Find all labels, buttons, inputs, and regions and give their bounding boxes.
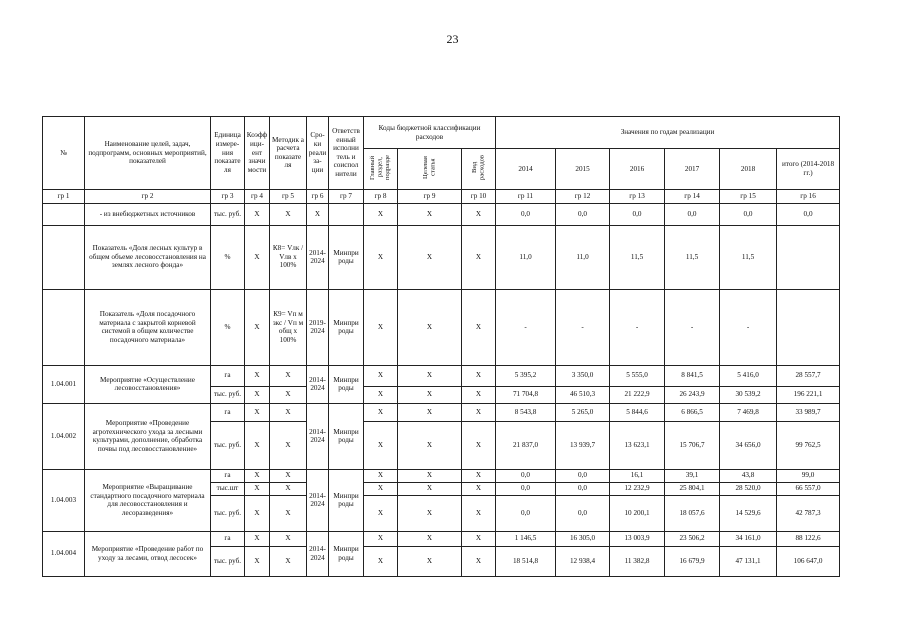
cell-total: 99 762,5 [777,421,840,469]
col-number: гр 5 [270,189,307,203]
cell-x: Х [364,203,398,225]
header-years-title: Значения по годам реализации [496,117,840,149]
cell-x: Х [364,495,398,531]
cell-value: 23 506,2 [665,531,720,546]
cell-term: 2014-2024 [307,531,329,576]
cell-responsible [329,203,364,225]
cell-total: 33 989,7 [777,403,840,421]
cell-value: 1 146,5 [496,531,556,546]
cell-responsible: Минпри роды [329,469,364,531]
cell-x: Х [398,482,462,495]
header-unit: Единица измере- ния показате ля [211,117,245,190]
header-year-2014: 2014 [496,149,556,190]
cell-value: 6 866,5 [665,403,720,421]
cell-value: - [610,289,665,365]
page-number: 23 [446,32,459,46]
cell-x: Х [270,482,307,495]
cell-code [43,225,85,289]
cell-total: 99,0 [777,469,840,482]
cell-x: Х [462,289,496,365]
cell-value: 11,0 [556,225,610,289]
cell-responsible: Минпри роды [329,403,364,469]
header-name: Наименование целей, задач, подпрограмм, основных мероприятий, показателей [85,117,211,190]
cell-unit: тыс.шт [211,482,245,495]
cell-term: 2014-2024 [307,225,329,289]
cell-x: Х [398,421,462,469]
cell-value: 25 804,1 [665,482,720,495]
cell-value: 13 003,9 [610,531,665,546]
cell-value: 0,0 [610,203,665,225]
cell-unit: тыс. руб. [211,203,245,225]
cell-x: Х [398,386,462,403]
header-term: Сро- ки реали за- ции [307,117,329,190]
cell-unit: % [211,225,245,289]
cell-unit: % [211,289,245,365]
cell-x: Х [398,531,462,546]
cell-x: Х [364,546,398,576]
table-row-m002-a [43,403,840,421]
cell-responsible: Минпри роды [329,531,364,576]
cell-x: Х [245,365,270,386]
cell-method: К8= Vлк / Vлв х 100% [270,225,307,289]
cell-unit: га [211,403,245,421]
cell-unit: га [211,531,245,546]
cell-unit: тыс. руб. [211,546,245,576]
cell-value: 16 679,9 [665,546,720,576]
cell-x: Х [245,386,270,403]
cell-value: - [720,289,777,365]
cell-value: 10 200,1 [610,495,665,531]
cell-value: 16,1 [610,469,665,482]
cell-value: 26 243,9 [665,386,720,403]
cell-value: 43,8 [720,469,777,482]
table-row-indicator-2 [43,289,840,365]
cell-coef: Х [245,289,270,365]
cell-value: 0,0 [556,482,610,495]
cell-value: 15 706,7 [665,421,720,469]
col-number: гр 14 [665,189,720,203]
cell-x: Х [462,421,496,469]
col-number: гр 11 [496,189,556,203]
cell-value: 11 382,8 [610,546,665,576]
cell-responsible: Минпри роды [329,289,364,365]
cell-code [43,289,85,365]
cell-x: Х [398,546,462,576]
cell-value: 18 057,6 [665,495,720,531]
cell-code: 1.04.003 [43,469,85,531]
cell-value: 28 520,0 [720,482,777,495]
cell-x: Х [364,289,398,365]
table-row-m001-a [43,365,840,386]
cell-x: Х [270,546,307,576]
cell-x: Х [398,403,462,421]
header-year-2017: 2017 [665,149,720,190]
cell-coef: Х [245,225,270,289]
cell-value: 71 704,8 [496,386,556,403]
cell-value: - [665,289,720,365]
cell-total: 88 122,6 [777,531,840,546]
cell-code: 1.04.002 [43,403,85,469]
cell-value: 3 350,0 [556,365,610,386]
cell-x: Х [245,495,270,531]
cell-value: 30 539,2 [720,386,777,403]
cell-unit: тыс. руб. [211,495,245,531]
col-number: гр 16 [777,189,840,203]
cell-value: 5 265,0 [556,403,610,421]
cell-responsible: Минпри роды [329,365,364,403]
cell-method: К9= Vп м зкс / Vп м общ х 100% [270,289,307,365]
header-year-2015: 2015 [556,149,610,190]
cell-unit: га [211,469,245,482]
col-number: гр 12 [556,189,610,203]
header-num: № [43,117,85,190]
cell-value: 5 416,0 [720,365,777,386]
cell-x: Х [462,469,496,482]
cell-value: 11,5 [665,225,720,289]
col-number: гр 6 [307,189,329,203]
cell-value: 39,1 [665,469,720,482]
cell-x: Х [245,421,270,469]
header-coef: Коэфф ици- ент значи мости [245,117,270,190]
cell-x: Х [462,225,496,289]
cell-x: Х [270,203,307,225]
header-responsible: Ответств енный исполни тель и соиспол нители [329,117,364,190]
cell-value: 0,0 [720,203,777,225]
cell-term: 2014-2024 [307,403,329,469]
cell-x: Х [364,421,398,469]
cell-x: Х [364,386,398,403]
cell-x: Х [364,469,398,482]
cell-x: Х [462,203,496,225]
cell-value: 21 837,0 [496,421,556,469]
cell-value: 21 222,9 [610,386,665,403]
cell-x: Х [245,403,270,421]
column-number-row [43,189,840,203]
cell-x: Х [245,531,270,546]
cell-value: 8 543,8 [496,403,556,421]
cell-x: Х [364,531,398,546]
cell-x: Х [270,365,307,386]
cell-x: Х [270,495,307,531]
cell-total [777,225,840,289]
header-code-type: Вид расходов [462,149,496,190]
cell-x: Х [462,495,496,531]
table-row-extrabudget [43,203,840,225]
cell-value: 0,0 [556,203,610,225]
cell-total: 196 221,1 [777,386,840,403]
cell-total [777,289,840,365]
cell-value: 0,0 [665,203,720,225]
header-code-target: Целевая статья [398,149,462,190]
cell-x: Х [270,386,307,403]
cell-value: 13 939,7 [556,421,610,469]
cell-x: Х [270,531,307,546]
cell-value: 0,0 [496,482,556,495]
cell-value: 5 395,2 [496,365,556,386]
cell-x: Х [364,403,398,421]
col-number: гр 2 [85,189,211,203]
cell-x: Х [307,203,329,225]
cell-value: 46 510,3 [556,386,610,403]
header-code-section: Главный раздел, подразде [364,149,398,190]
cell-x: Х [398,495,462,531]
cell-value: 11,5 [720,225,777,289]
cell-x: Х [462,482,496,495]
cell-x: Х [462,531,496,546]
table-row-indicator-1 [43,225,840,289]
col-number: гр 7 [329,189,364,203]
cell-term: 2014-2024 [307,469,329,531]
cell-x: Х [270,403,307,421]
cell-x: Х [462,403,496,421]
col-number: гр 13 [610,189,665,203]
col-number: гр 4 [245,189,270,203]
cell-name: Показатель «Доля лесных культур в общем объеме лесовосстановления на землях лесного фонда» [85,225,211,289]
cell-value: 0,0 [496,203,556,225]
header-year-2018: 2018 [720,149,777,190]
cell-value: 7 469,8 [720,403,777,421]
cell-term: 2014-2024 [307,365,329,403]
budget-table [42,116,840,577]
cell-unit: тыс. руб. [211,386,245,403]
table-row-m004-a [43,531,840,546]
cell-x: Х [364,365,398,386]
cell-value: 5 844,6 [610,403,665,421]
cell-value: 0,0 [556,469,610,482]
cell-value: 5 555,0 [610,365,665,386]
cell-unit: га [211,365,245,386]
cell-name: Мероприятие «Выращивание стандартного посадочного материала для лесовосстановления и лесоразведения» [85,469,211,531]
cell-value: 18 514,8 [496,546,556,576]
cell-code: 1.04.004 [43,531,85,576]
header-total: итого (2014-2018 гг.) [777,149,840,190]
cell-value: 14 529,6 [720,495,777,531]
header-method: Методик а расчета показате ля [270,117,307,190]
cell-value: - [496,289,556,365]
col-number: гр 15 [720,189,777,203]
cell-total: 28 557,7 [777,365,840,386]
cell-total: 66 557,0 [777,482,840,495]
cell-x: Х [270,469,307,482]
header-year-2016: 2016 [610,149,665,190]
cell-value: 11,5 [610,225,665,289]
cell-x: Х [398,289,462,365]
cell-x: Х [245,203,270,225]
cell-value: 34 161,0 [720,531,777,546]
col-number: гр 10 [462,189,496,203]
cell-value: 13 623,1 [610,421,665,469]
cell-x: Х [245,546,270,576]
cell-x: Х [462,386,496,403]
cell-value: 12 232,9 [610,482,665,495]
cell-responsible: Минпри роды [329,225,364,289]
cell-x: Х [398,225,462,289]
cell-term: 2019-2024 [307,289,329,365]
col-number: гр 8 [364,189,398,203]
cell-x: Х [245,482,270,495]
cell-name: Мероприятие «Проведение работ по уходу за лесами, отвод лесосек» [85,531,211,576]
cell-value: 0,0 [496,495,556,531]
cell-x: Х [364,225,398,289]
cell-value: 0,0 [556,495,610,531]
cell-code: 1.04.001 [43,365,85,403]
header-budget-codes: Коды бюджетной классификации расходов [364,117,496,149]
cell-value: 0,0 [496,469,556,482]
cell-value: 16 305,0 [556,531,610,546]
cell-value: 47 131,1 [720,546,777,576]
col-number: гр 9 [398,189,462,203]
cell-value: 8 841,5 [665,365,720,386]
header-row-top [43,117,840,149]
cell-unit: тыс. руб. [211,421,245,469]
cell-x: Х [462,365,496,386]
table-row-m003-a [43,469,840,482]
cell-x: Х [364,482,398,495]
cell-value: 34 656,0 [720,421,777,469]
cell-x: Х [398,203,462,225]
cell-name: Показатель «Доля посадочного материала с закрытой корневой системой в общем количестве посадочного материала» [85,289,211,365]
cell-name: - из внебюджетных источников [85,203,211,225]
cell-x: Х [462,546,496,576]
cell-value: 11,0 [496,225,556,289]
cell-total: 0,0 [777,203,840,225]
cell-x: Х [245,469,270,482]
cell-code [43,203,85,225]
cell-value: 12 938,4 [556,546,610,576]
cell-total: 42 787,3 [777,495,840,531]
cell-name: Мероприятие «Проведение агротехнического ухода за лесными культурами, дополнение, обработка почвы под лесовосстановление» [85,403,211,469]
cell-x: Х [270,421,307,469]
cell-name: Мероприятие «Осуществление лесовосстановления» [85,365,211,403]
col-number: гр 1 [43,189,85,203]
cell-x: Х [398,365,462,386]
cell-value: - [556,289,610,365]
cell-x: Х [398,469,462,482]
col-number: гр 3 [211,189,245,203]
cell-total: 106 647,0 [777,546,840,576]
